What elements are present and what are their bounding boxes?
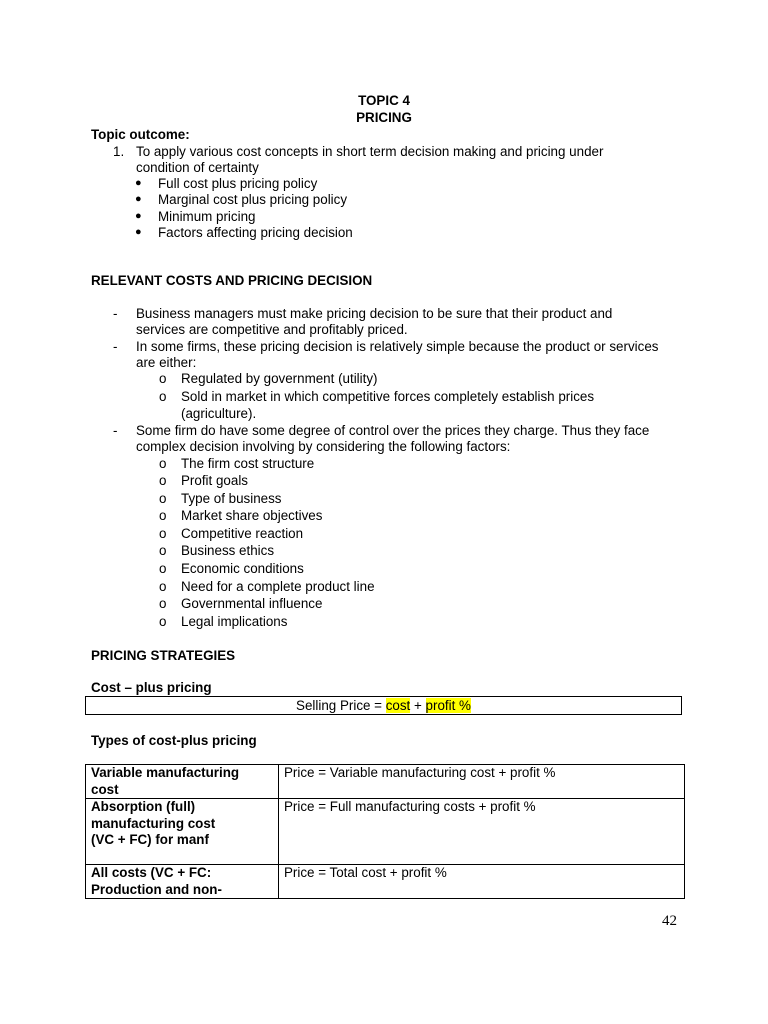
subheading-cost-plus: Cost – plus pricing	[91, 680, 212, 695]
outcome-item-line1: To apply various cost concepts in short term decision making and pricing under	[136, 144, 604, 159]
factor-item: Legal implications	[181, 614, 288, 629]
sub-marker: o	[159, 508, 167, 523]
formula-profit-highlight: profit %	[425, 698, 471, 713]
outcome-bullet: Minimum pricing	[158, 209, 256, 224]
outcome-bullet: Factors affecting pricing decision	[158, 225, 353, 240]
sub-marker: o	[159, 596, 167, 611]
sub-marker: o	[159, 371, 167, 386]
subheading-types-cost-plus: Types of cost-plus pricing	[91, 733, 257, 748]
sub-marker: o	[159, 389, 167, 404]
factor-item: Type of business	[181, 491, 282, 506]
sub-marker: o	[159, 543, 167, 558]
factor-item: Market share objectives	[181, 508, 323, 523]
sub-marker: o	[159, 491, 167, 506]
table-row	[86, 865, 685, 899]
factor-item: Competitive reaction	[181, 526, 304, 541]
paragraph-line: Some firm do have some degree of control over the prices they charge. Thus they face	[136, 423, 650, 438]
bullet-icon: ●	[135, 210, 142, 222]
sub-marker: o	[159, 614, 167, 629]
outcome-bullet: Full cost plus pricing policy	[158, 176, 318, 191]
cost-plus-types-table	[85, 764, 685, 899]
sub-item: Sold in market in which competitive forces completely establish prices	[181, 389, 595, 404]
table-cell-type: All costs (VC + FC: Production and non-	[86, 865, 279, 899]
sub-item: Regulated by government (utility)	[181, 371, 378, 386]
dash-marker: -	[113, 339, 118, 354]
section-heading-relevant-costs: RELEVANT COSTS AND PRICING DECISION	[91, 273, 373, 288]
sub-marker: o	[159, 456, 167, 471]
outcome-item-line2: condition of certainty	[136, 160, 259, 175]
paragraph-line: Business managers must make pricing decision to be sure that their product and	[136, 306, 613, 321]
paragraph-line: are either:	[136, 355, 197, 370]
section-heading-pricing-strategies: PRICING STRATEGIES	[91, 648, 236, 663]
bullet-icon: ●	[135, 177, 142, 189]
factor-item: Economic conditions	[181, 561, 304, 576]
outcome-label: Topic outcome:	[91, 127, 190, 142]
dash-marker: -	[113, 423, 118, 438]
outcome-bullet: Marginal cost plus pricing policy	[158, 192, 348, 207]
sub-marker: o	[159, 473, 167, 488]
paragraph-line: In some firms, these pricing decision is relatively simple because the product or services	[136, 339, 659, 354]
bullet-icon: ●	[135, 193, 142, 205]
bullet-icon: ●	[135, 226, 142, 238]
formula-plus: +	[410, 698, 426, 713]
table-cell-type: Variable manufacturing cost	[86, 765, 279, 799]
factor-item: The firm cost structure	[181, 456, 315, 471]
paragraph-line: services are competitive and profitably priced.	[136, 322, 408, 337]
table-cell-type: Absorption (full) manufacturing cost (VC + FC) for manf	[86, 799, 279, 865]
factor-item: Governmental influence	[181, 596, 323, 611]
table-cell-formula: Price = Variable manufacturing cost + profit %	[279, 765, 685, 799]
table-cell-formula: Price = Total cost + profit %	[279, 865, 685, 899]
selling-price-formula-box	[85, 696, 682, 715]
topic-number: TOPIC 4	[358, 93, 410, 108]
outcome-item-number: 1.	[113, 144, 125, 159]
paragraph-line: complex decision involving by considering the following factors:	[136, 439, 511, 454]
dash-marker: -	[113, 306, 118, 321]
table-row	[86, 765, 685, 799]
factor-item: Need for a complete product line	[181, 579, 375, 594]
page-number: 42	[662, 913, 677, 929]
sub-item-continued: (agriculture).	[181, 406, 257, 421]
formula-prefix: Selling Price =	[296, 698, 386, 713]
formula-cost-highlight: cost	[385, 698, 411, 713]
sub-marker: o	[159, 561, 167, 576]
factor-item: Profit goals	[181, 473, 248, 488]
table-row	[86, 799, 685, 865]
factor-item: Business ethics	[181, 543, 275, 558]
table-cell-formula: Price = Full manufacturing costs + profit %	[279, 799, 685, 865]
sub-marker: o	[159, 579, 167, 594]
sub-marker: o	[159, 526, 167, 541]
page-title: PRICING	[356, 110, 412, 125]
